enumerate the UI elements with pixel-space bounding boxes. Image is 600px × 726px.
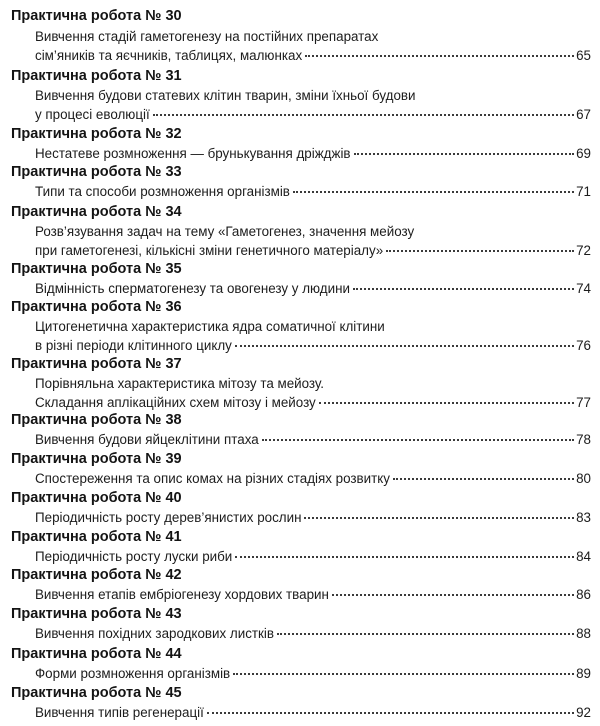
entry-heading: Практична робота № 40 <box>11 490 182 506</box>
entry-title-line: Нестатеве розмноження — брунькування дріжджів <box>35 146 351 161</box>
entry-heading: Практична робота № 32 <box>11 126 182 142</box>
dot-leader <box>386 250 574 252</box>
dot-leader <box>207 712 574 714</box>
entry-heading: Практична робота № 36 <box>11 299 182 315</box>
entry-heading: Практична робота № 39 <box>11 451 182 467</box>
entry-heading: Практична робота № 38 <box>11 412 182 428</box>
dot-leader <box>277 633 574 635</box>
entry-heading: Практична робота № 33 <box>11 164 182 180</box>
dot-leader <box>305 55 574 57</box>
entry-heading: Практична робота № 44 <box>11 646 182 662</box>
page-number: 65 <box>576 48 591 63</box>
dot-leader <box>233 673 574 675</box>
page-number: 92 <box>576 705 591 720</box>
page-number: 69 <box>576 146 591 161</box>
dot-leader <box>353 288 574 290</box>
entry-title-line: Вивчення стадій гаметогенезу на постійних препаратах <box>35 29 379 44</box>
entry-title-line: Періодичність росту луски риби <box>35 549 233 564</box>
page-number: 84 <box>576 549 591 564</box>
page-number: 71 <box>576 184 591 199</box>
entry-heading: Практична робота № 41 <box>11 529 182 545</box>
entry-heading: Практична робота № 43 <box>11 606 182 622</box>
entry-heading: Практична робота № 31 <box>11 68 182 84</box>
page-number: 89 <box>576 666 591 681</box>
dot-leader <box>304 517 574 519</box>
entry-title-line: Періодичність росту дерев’янистих рослин <box>35 510 302 525</box>
entry-title-line: Цитогенетична характеристика ядра соматичної клітини <box>35 319 385 334</box>
page-number: 83 <box>576 510 591 525</box>
page-number: 67 <box>576 107 591 122</box>
page-number: 88 <box>576 626 591 641</box>
page-number: 72 <box>576 243 591 258</box>
dot-leader <box>393 478 574 480</box>
page-number: 86 <box>576 587 591 602</box>
entry-title-line: Розв’язування задач на тему «Гаметогенез, значення мейозу <box>35 224 415 239</box>
entry-title-line: Порівняльна характеристика мітозу та мейозу. <box>35 376 324 391</box>
dot-leader <box>293 191 574 193</box>
entry-title-line: Відмінність сперматогенезу та овогенезу у людини <box>35 281 350 296</box>
entry-title-line: Вивчення типів регенерації <box>35 705 204 720</box>
entry-heading: Практична робота № 34 <box>11 204 182 220</box>
page-number: 80 <box>576 471 591 486</box>
entry-title-line: Спостереження та опис комах на різних стадіях розвитку <box>35 471 390 486</box>
entry-title-line: у процесі еволюції <box>35 107 150 122</box>
entry-title-line: Форми розмноження організмів <box>35 666 231 681</box>
entry-heading: Практична робота № 35 <box>11 261 182 277</box>
entry-title-line: при гаметогенезі, кількісні зміни генетичного матеріалу» <box>35 243 384 258</box>
page-number: 78 <box>576 432 591 447</box>
entry-heading: Практична робота № 37 <box>11 356 182 372</box>
entry-title-line: Типи та способи розмноження організмів <box>35 184 290 199</box>
page-number: 76 <box>576 338 591 353</box>
dot-leader <box>262 439 574 441</box>
entry-title-line: Вивчення будови статевих клітин тварин, зміни їхньої будови <box>35 88 416 103</box>
entry-title-line: Вивчення будови яйцеклітини птаха <box>35 432 259 447</box>
entry-heading: Практична робота № 30 <box>11 8 182 24</box>
page-number: 74 <box>576 281 591 296</box>
page-number: 77 <box>576 395 591 410</box>
entry-title-line: в різні періоди клітинного циклу <box>35 338 232 353</box>
entry-heading: Практична робота № 42 <box>11 567 182 583</box>
dot-leader <box>153 114 574 116</box>
dot-leader <box>235 345 574 347</box>
dot-leader <box>235 556 574 558</box>
dot-leader <box>332 594 574 596</box>
entry-title-line: Складання аплікаційних схем мітозу і мейозу <box>35 395 316 410</box>
entry-heading: Практична робота № 45 <box>11 685 182 701</box>
dot-leader <box>354 153 575 155</box>
entry-title-line: Вивчення похідних зародкових листків <box>35 626 274 641</box>
entry-title-line: сім’яників та яєчників, таблицях, малюнках <box>35 48 303 63</box>
dot-leader <box>319 402 574 404</box>
entry-title-line: Вивчення етапів ембріогенезу хордових тварин <box>35 587 329 602</box>
